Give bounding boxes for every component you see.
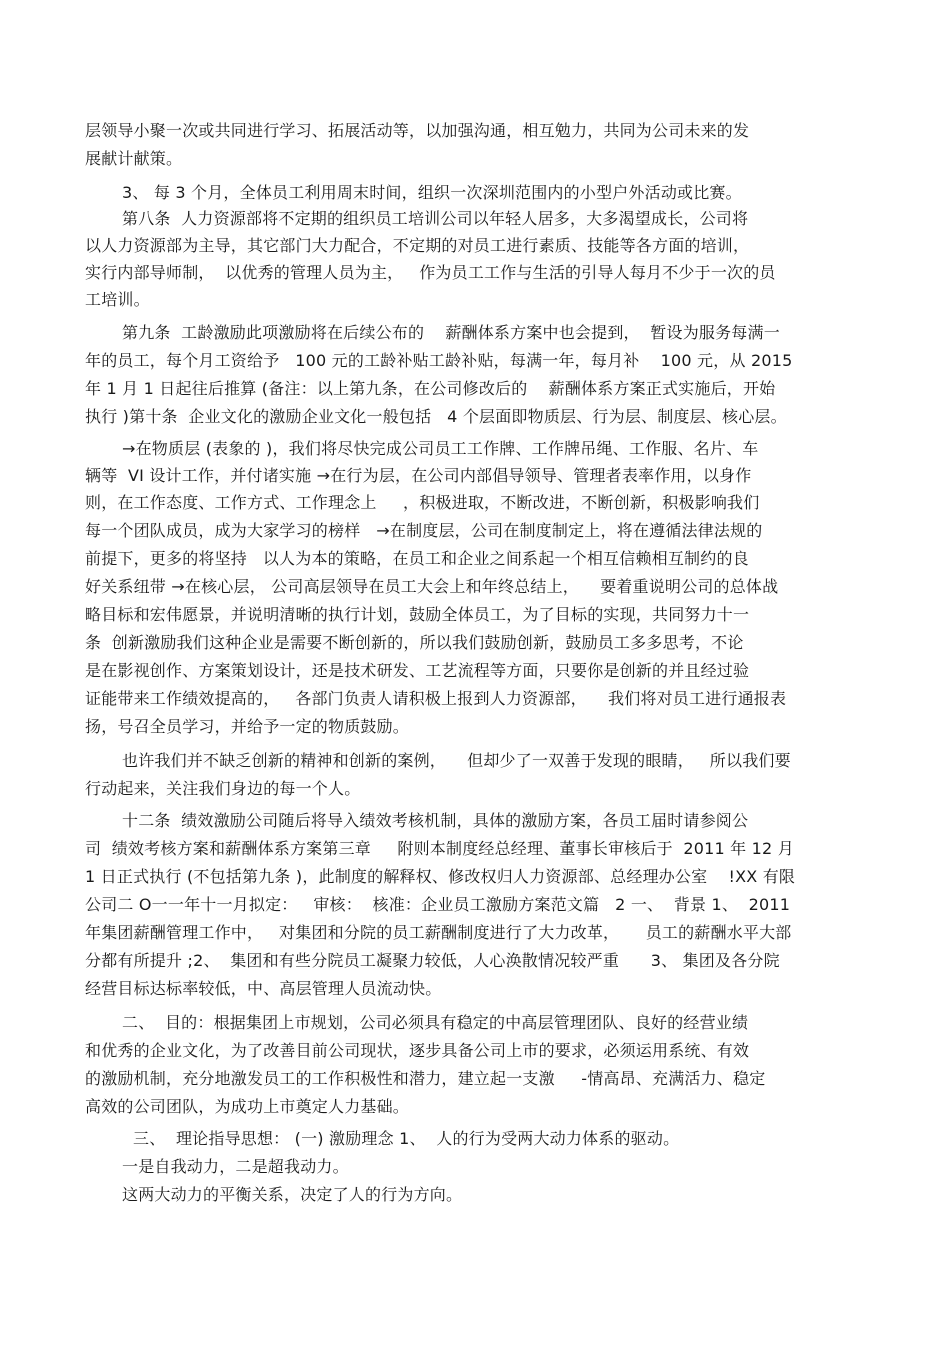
text-line: 前提下，更多的将坚持 以人为本的策略，在员工和企业之间系起一个相互信赖相互制约的良 [85,549,749,568]
text-line: 行动起来，关注我们身边的每一个人。 [85,779,361,798]
text-line: 年的员工，每个月工资给予 100 元的工龄补贴工龄补贴，每满一年，每月补 100 元，从 2015 [85,351,793,370]
text-line: 经营目标达标率较低，中、高层管理人员流动快。 [85,979,442,998]
text-line: 年 1 月 1 日起往后推算 (备注：以上第九条，在公司修改后的 薪酬体系方案正式实施后，开始 [85,379,776,398]
text-line: 辆等 VI 设计工作，并付诸实施 →在行为层，在公司内部倡导领导、管理者表率作用，以身作 [85,466,752,485]
text-line: 工培训。 [85,290,150,309]
text-line: 的激励机制，充分地激发员工的工作积极性和潜力，建立起一支激 -情高昂、充满活力、稳定 [85,1069,766,1088]
text-line: 是在影视创作、方案策划设计，还是技术研发、工艺流程等方面，只要你是创新的并且经过验 [85,661,750,680]
text-line: 公司二 O一一年十一月拟定： 审核： 核准：企业员工激励方案范文篇 2 一、 背景 1、 2011 [85,895,791,914]
text-line: 实行内部导师制， 以优秀的管理人员为主， 作为员工工作与生活的引导人每月不少于一次的员 [85,263,776,282]
text-line: 略目标和宏伟愿景，并说明清晰的执行计划，鼓励全体员工，为了目标的实现，共同努力十一 [85,605,750,624]
text-line: 司 绩效考核方案和薪酬体系方案第三章 附则本制度经总经理、董事长审核后于 2011 年 12 月 [85,839,794,858]
text-line: 第九条 工龄激励此项激励将在后续公布的 薪酬体系方案中也会提到， 暂设为服务每满一 [122,323,780,342]
text-line: 以人力资源部为主导，其它部门大力配合，不定期的对员工进行素质、技能等各方面的培训， [85,236,750,255]
text-line: 三、 理论指导思想： (一) 激励理念 1、 人的行为受两大动力体系的驱动。 [133,1129,680,1148]
text-line: →在物质层 (表象的 )，我们将尽快完成公司员工工作牌、工作牌吊绳、工作服、名片、车 [122,439,759,458]
text-line: 十二条 绩效激励公司随后将导入绩效考核机制，具体的激励方案，各员工届时请参阅公 [122,811,749,830]
text-line: 高效的公司团队，为成功上市奠定人力基础。 [85,1097,410,1116]
text-line: 1 日正式执行 (不包括第九条 )，此制度的解释权、修改权归人力资源部、总经理办公室 !XX 有限 [85,867,796,886]
text-line: 一是自我动力，二是超我动力。 [122,1157,349,1176]
text-line: 年集团薪酬管理工作中， 对集团和分院的员工薪酬制度进行了大力改革， 员工的薪酬水平大部 [85,923,792,942]
text-line: 执行 )第十条 企业文化的激励企业文化一般包括 4 个层面即物质层、行为层、制度层、核心层。 [85,407,787,426]
text-line: 扬，号召全员学习，并给予一定的物质鼓励。 [85,717,410,736]
text-line: 也许我们并不缺乏创新的精神和创新的案例， 但却少了一双善于发现的眼睛， 所以我们要 [122,751,791,770]
text-line: 和优秀的企业文化，为了改善目前公司现状，逐步具备公司上市的要求，必须运用系统、有效 [85,1041,750,1060]
text-line: 分都有所提升 ;2、 集团和有些分院员工凝聚力较低，人心涣散情况较严重 3、 集团及各分院 [85,951,780,970]
text-line: 条 创新激励我们这种企业是需要不断创新的，所以我们鼓励创新，鼓励员工多多思考，不论 [85,633,744,652]
text-line: 展献计献策。 [85,149,183,168]
text-line: 每一个团队成员，成为大家学习的榜样 →在制度层，公司在制度制定上，将在遵循法律法规的 [85,521,763,540]
text-line: 3、 每 3 个月，全体员工利用周末时间，组织一次深圳范围内的小型户外活动或比赛。 [122,183,742,202]
text-line: 层领导小聚一次或共同进行学习、拓展活动等，以加强沟通，相互勉力，共同为公司未来的发 [85,121,750,140]
text-line: 第八条 人力资源部将不定期的组织员工培训公司以年轻人居多，大多渴望成长，公司将 [122,209,749,228]
text-line: 则，在工作态度、工作方式、工作理念上 ，积极进取，不断改进，不断创新，积极影响我们 [85,493,760,512]
text-line: 二、 目的：根据集团上市规划，公司必须具有稳定的中高层管理团队、良好的经营业绩 [122,1013,749,1032]
text-line: 证能带来工作绩效提高的， 各部门负责人请积极上报到人力资源部， 我们将对员工进行通报表 [85,689,787,708]
text-line: 这两大动力的平衡关系，决定了人的行为方向。 [122,1185,463,1204]
text-line: 好关系纽带 →在核心层， 公司高层领导在员工大会上和年终总结上， 要着重说明公司的总体战 [85,577,779,596]
